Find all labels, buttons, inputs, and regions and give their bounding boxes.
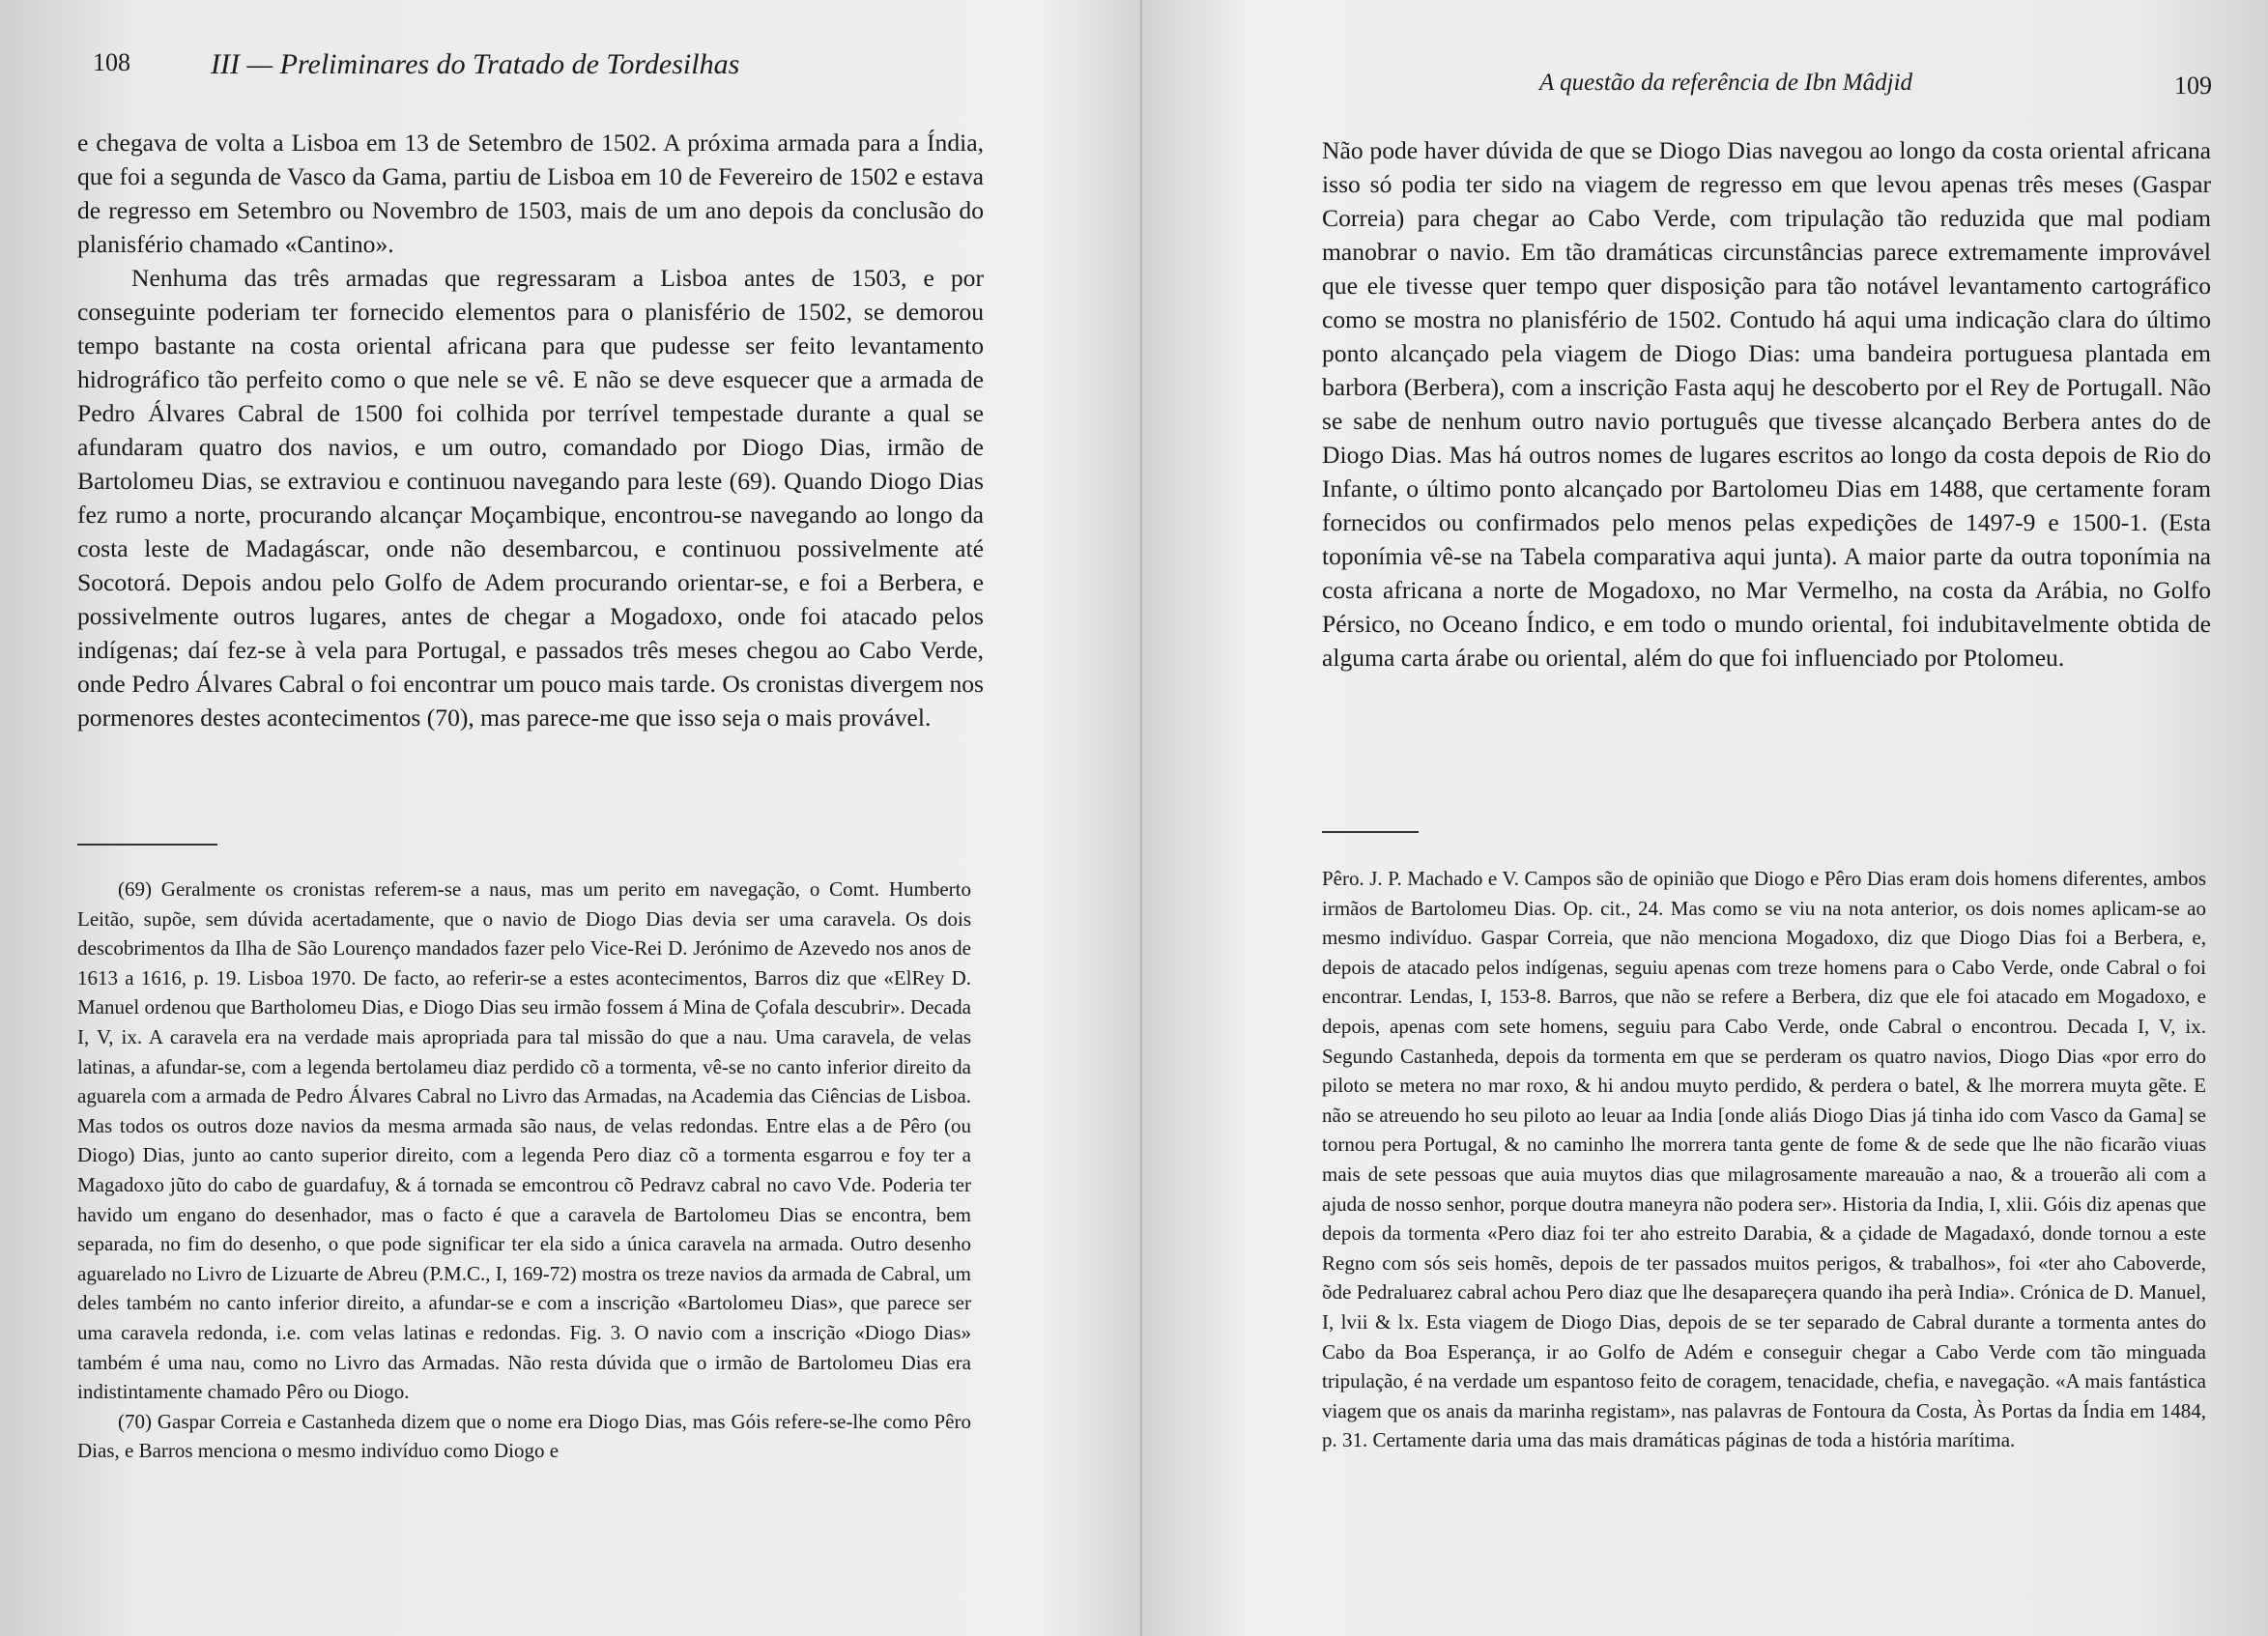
left-page-number: 108 [93, 48, 130, 76]
right-running-title: A questão da referência de Ibn Mâdjid [1539, 70, 1913, 96]
footnote-70-continued: Pêro. J. P. Machado e V. Campos são de opinião que Diogo e Pêro Dias eram dois homens diferentes, ambos irmãos de Bartolomeu Dias. Op. cit., 24. Mas como se viu na nota anterior, os dois nomes aplicam-se ao mesmo indivíduo. Gaspar Correia, que não menciona Mogadoxo, diz que Diogo Dias foi a Berbera, e, depois de atacado pelos indígenas, seguiu apenas com treze homens para o Cabo Verde, onde Cabral o foi encontrar. Lendas, I, 153-8. Barros, que não se refere a Berbera, diz que ele foi atacado em Mogadoxo, e depois, apenas com sete homens, seguiu para Cabo Verde, onde Cabral o encontrou. Decada I, V, ix. Segundo Castanheda, depois da tormenta em que se perderam os quatro navios, Diogo Dias «por erro do piloto se metera no mar roxo, & hi andou muyto perdido, & perdera o batel, & lhe morrera muyta gẽte. E não se atreuendo ho seu piloto ao leuar aa India [onde aliás Diogo Dias já tinha ido com Vasco da Gama] se tornou pera Portugal, & no caminho lhe morrera tanta gente de fome & de sede que lhe não ficarão viuas mais de sete pessoas que auia muytos dias que milagrosamente mareauão a nao, & a trouerão ali com a ajuda de nosso senhor, porque doutra maneyra não podera ser». Historia da India, I, xlii. Góis diz apenas que depois da tormenta «Pero diaz foi ter aho estreito Darabia, & a çidade de Magadaxó, donde tornou a este Regno com sós seis homẽs, depois de ter passados muitos perigos, & trabalhos», foi «ter aho Caboverde, õde Pedraluarez cabral achou Pero diaz que lhe desapareçera quando iha perà India». Crónica de D. Manuel, I, lvii & lx. Esta viagem de Diogo Dias, depois de se ter separado de Cabral durante a tormenta antes do Cabo da Boa Esperança, ir ao Golfo de Adém e conseguir chegar a Cabo Verde com tão minguada tripulação, é na verdade um espantoso feito de coragem, tenacidade, chefia, e navegação. «A mais fantástica viagem que os anais da marinha registam», nas palavras de Fontoura da Costa, Às Portas da Índia em 1484, p. 31. Certamente daria uma das mais dramáticas páginas de toda a história marítima. [1322, 867, 2206, 1452]
right-footnotes [1322, 864, 2206, 1455]
footnote-separator [77, 844, 217, 846]
left-running-title: III — Preliminares do Tratado de Tordesilhas [211, 48, 740, 80]
left-paragraph: e chegava de volta a Lisboa em 13 de Setembro de 1502. A próxima armada para a Índia, que foi a segunda de Vasco da Gama, partiu de Lisboa em 10 de Fevereiro de 1502 e estava de regresso em Setembro ou Novembro de 1503, mais de um ano depois da conclusão do planisfério chamado «Cantino». [77, 129, 984, 258]
right-page-number: 109 [2174, 72, 2212, 100]
footnote-70: (70) Gaspar Correia e Castanheda dizem que o nome era Diogo Dias, mas Góis refere-se-lhe como Pêro Dias, e Barros menciona o mesmo indivíduo como Diogo e [77, 1409, 971, 1463]
left-paragraph: Nenhuma das três armadas que regressaram a Lisboa antes de 1503, e por conseguinte poderiam ter fornecido elementos para o planisfério de 1502, se demorou tempo bastante na costa oriental africana para que pudesse ser feito levantamento hidrográfico tão perfeito como o que nele se vê. E não se deve esquecer que a armada de Pedro Álvares Cabral de 1500 foi colhida por terrível tempestade durante a qual se afundaram quatro dos navios, e um outro, comandado por Diogo Dias, irmão de Bartolomeu Dias, se extraviou e continuou navegando para leste (69). Quando Diogo Dias fez rumo a norte, procurando alcançar Moçambique, encontrou-se navegando ao longo da costa leste de Madagáscar, onde não desembarcou, e continuou possivelmente até Socotorá. Depois andou pelo Golfo de Adem procurando orientar-se, e foi a Berbera, e possivelmente outros lugares, antes de chegar a Mogadoxo, onde foi atacado pelos indígenas; daí fez-se à vela para Portugal, e passados três meses chegou ao Cabo Verde, onde Pedro Álvares Cabral o foi encontrar um pouco mais tarde. Os cronistas divergem nos pormenores destes acontecimentos (70), mas parece-me que isso seja o mais provável. [77, 264, 984, 732]
right-body-text [1322, 133, 2211, 674]
right-paragraph: Não pode haver dúvida de que se Diogo Dias navegou ao longo da costa oriental africana isso só podia ter sido na viagem de regresso em que levou apenas três meses (Gaspar Correia) para chegar ao Cabo Verde, com tripulação tão reduzida que mal podiam manobrar o navio. Em tão dramáticas circunstâncias parece extremamente improvável que ele tivesse quer tempo quer disposição para tão notável levantamento cartográfico como se mostra no planisfério de 1502. Contudo há aqui uma indicação clara do último ponto alcançado pela viagem de Diogo Dias: uma bandeira portuguesa plantada em barbora (Berbera), com a inscrição Fasta aquj he descoberto por el Rey de Portugall. Não se sabe de nenhum outro navio português que tivesse alcançado Berbera antes do de Diogo Dias. Mas há outros nomes de lugares escritos ao longo da costa depois de Rio do Infante, o último ponto alcançado por Bartolomeu Dias em 1488, que certamente foram fornecidos ou confirmados pelo menos pelas expedições de 1497-9 e 1500-1. (Esta toponímia vê-se na Tabela comparativa aqui junta). A maior parte da outra toponímia na costa africana a norte de Mogadoxo, no Mar Vermelho, na costa da Arábia, no Golfo Pérsico, no Oceano Índico, e em todo o mundo oriental, foi indubitavelmente obtida de alguma carta árabe ou oriental, além do que foi influenciado por Ptolomeu. [1322, 136, 2211, 672]
footnote-separator [1322, 831, 1419, 833]
footnote-69: (69) Geralmente os cronistas referem-se a naus, mas um perito em navegação, o Comt. Humberto Leitão, supõe, sem dúvida acertadamente, que o navio de Diogo Dias devia ser uma caravela. Os dois descobrimentos da Ilha de São Lourenço mandados fazer pelo Vice-Rei D. Jerónimo de Azevedo nos anos de 1613 a 1616, p. 19. Lisboa 1970. De facto, ao referir-se a estes acontecimentos, Barros diz que «ElRey D. Manuel ordenou que Bartholomeu Dias, e Diogo Dias seu irmão fossem á Mina de Çofala descubrir». Decada I, V, ix. A caravela era na verdade mais apropriada para tal missão do que a nau. Uma caravela, de velas latinas, a afundar-se, com a legenda bertolameu diaz perdido cõ a tormenta, vê-se no canto inferior direito da aguarela com a armada de Pedro Álvares Cabral no Livro das Armadas, na Academia das Ciências de Lisboa. Mas todos os outros doze navios da mesma armada são naus, de velas redondas. Entre elas a de Pêro (ou Diogo) Dias, junto ao canto superior direito, com a legenda Pero diaz cõ a tormenta esgarrou e foy ter a Magadoxo jũto do cabo de guardafuy, & á tornada se emcontrou cõ Pedravz cabral no cavo Vde. Poderia ter havido um engano do desenhador, mas o facto é que a caravela de Bartolomeu Dias se encontra, bem separada, no fim do desenho, o que pode significar ter ela sido a única caravela na armada. Outro desenho aguarelado no Livro de Lizuarte de Abreu (P.M.C., I, 169-72) mostra os treze navios da armada de Cabral, um deles também no canto inferior direito, a afundar-se e com a inscrição «Bartolomeu Dias», que parece ser uma caravela redonda, i.e. com velas latinas e redondas. Fig. 3. O navio com a inscrição «Diogo Dias» também é uma nau, como no Livro das Armadas. Não resta dúvida que o irmão de Bartolomeu Dias era indistintamente chamado Pêro ou Diogo. [77, 877, 971, 1404]
left-footnotes [77, 875, 971, 1466]
right-page [1140, 0, 2268, 1636]
left-body-text [77, 126, 984, 734]
